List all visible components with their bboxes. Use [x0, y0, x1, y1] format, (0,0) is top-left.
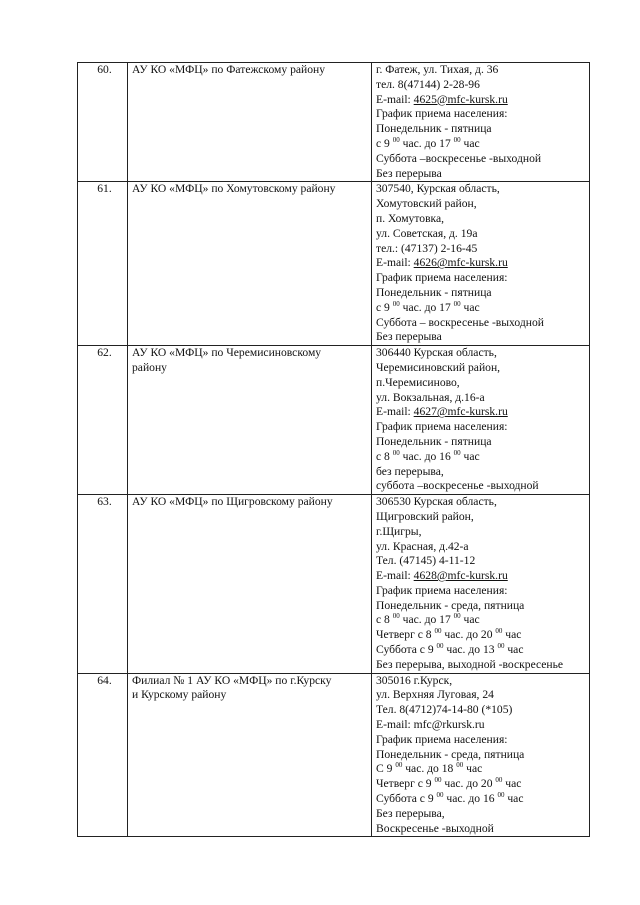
hours-text: с 8 [376, 449, 393, 463]
schedule-days: Понедельник - среда, пятница [376, 747, 525, 761]
hours-text: час [463, 762, 483, 776]
row-number: 64. [78, 673, 128, 837]
hours-text: Суббота с 9 [376, 643, 437, 657]
phone-line: Тел. (47145) 4-11-12 [376, 554, 476, 568]
office-name [128, 673, 372, 837]
office-name-line: АУ КО «МФЦ» по Черемисиновскому [132, 346, 322, 360]
hours-minutes: 00 [495, 777, 503, 785]
schedule-hours [376, 613, 589, 628]
address-line: 306530 Курская область, [376, 495, 497, 509]
office-contacts [372, 495, 590, 674]
hours-minutes: 00 [434, 628, 442, 636]
address-line: ул. Верхняя Луговая, 24 [376, 688, 494, 702]
address-line: 306440 Курская область, [376, 346, 497, 360]
schedule-thursday [376, 628, 589, 643]
schedule-note: суббота –воскресенье -выходной [376, 479, 539, 493]
schedule-title: График приема населения: [376, 420, 508, 434]
office-name-line: Филиал № 1 АУ КО «МФЦ» по г.Курску [132, 673, 332, 687]
office-name: АУ КО «МФЦ» по Фатежскому району [128, 63, 372, 182]
schedule-days: Понедельник - пятница [376, 122, 492, 136]
hours-text: час. до 17 [399, 136, 454, 150]
email-line: E-mail: mfc@rkursk.ru [376, 718, 485, 732]
table-row [78, 63, 590, 182]
hours-minutes: 00 [392, 136, 400, 144]
phone-line: тел. 8(47144) 2-28-96 [376, 77, 480, 91]
schedule-saturday [376, 792, 589, 807]
email-link[interactable]: 4628@mfc-kursk.ru [413, 569, 508, 583]
row-number: 63. [78, 495, 128, 674]
address-line: г.Щигры, [376, 524, 422, 538]
row-number: 62. [78, 346, 128, 495]
schedule-title: График приема населения: [376, 583, 508, 597]
table-row [78, 495, 590, 674]
hours-text: час. до 17 [399, 613, 454, 627]
office-name-line: и Курскому району [132, 688, 227, 702]
schedule-note: Воскресенье -выходной [376, 821, 494, 835]
email-link[interactable]: 4627@mfc-kursk.ru [413, 405, 508, 419]
hours-text: час [504, 792, 524, 806]
address-line: г. Фатеж, ул. Тихая, д. 36 [376, 63, 499, 76]
office-name: АУ КО «МФЦ» по Хомутовскому району [128, 182, 372, 346]
address-line: ул. Красная, д.42-а [376, 539, 469, 553]
table-row [78, 673, 590, 837]
address-line: 305016 г.Курск, [376, 673, 453, 687]
schedule-days: Понедельник - среда, пятница [376, 598, 525, 612]
email-label: E-mail: [376, 92, 414, 106]
hours-text: Четверг с 8 [376, 628, 435, 642]
schedule-thursday [376, 777, 589, 792]
office-contacts [372, 673, 590, 837]
hours-text: Суббота с 9 [376, 792, 437, 806]
office-name [128, 346, 372, 495]
hours-minutes: 00 [453, 136, 461, 144]
office-name: АУ КО «МФЦ» по Щигровскому району [128, 495, 372, 674]
table-row [78, 182, 590, 346]
hours-text: час. до 20 [441, 628, 496, 642]
schedule-hours [376, 137, 589, 152]
schedule-note: Суббота – воскресенье -выходной [376, 315, 544, 329]
hours-text: с 9 [376, 136, 393, 150]
hours-text: час [504, 643, 524, 657]
email-label: E-mail: [376, 569, 414, 583]
email-link[interactable]: 4625@mfc-kursk.ru [413, 92, 508, 106]
mfc-offices-table [77, 62, 590, 837]
address-line: 307540, Курская область, [376, 182, 500, 196]
email-label: E-mail: [376, 256, 414, 270]
hours-text: час. до 18 [402, 762, 457, 776]
hours-minutes: 00 [436, 792, 444, 800]
email-link[interactable]: 4626@mfc-kursk.ru [413, 256, 508, 270]
hours-text: час [460, 449, 480, 463]
hours-text: час [502, 628, 522, 642]
schedule-title: График приема населения: [376, 271, 508, 285]
schedule-note: Без перерыва, [376, 806, 445, 820]
hours-minutes: 00 [434, 777, 442, 785]
email-line [376, 256, 589, 271]
hours-text: Четверг с 9 [376, 777, 435, 791]
hours-minutes: 00 [456, 762, 464, 770]
address-line: ул. Вокзальная, д.16-а [376, 390, 485, 404]
schedule-note: без перерыва, [376, 464, 444, 478]
schedule-hours [376, 762, 589, 777]
schedule-days: Понедельник - пятница [376, 285, 492, 299]
address-line: Щигровский район, [376, 509, 474, 523]
hours-text: час. до 16 [443, 792, 498, 806]
hours-text: с 9 [376, 300, 393, 314]
office-contacts [372, 63, 590, 182]
office-name-line: району [132, 360, 167, 374]
table-row [78, 346, 590, 495]
hours-text: час. до 13 [443, 643, 498, 657]
hours-minutes: 00 [453, 449, 461, 457]
hours-minutes: 00 [392, 613, 400, 621]
schedule-title: График приема населения: [376, 732, 508, 746]
schedule-hours [376, 301, 589, 316]
schedule-note: Без перерыва, выходной -воскресенье [376, 657, 564, 671]
schedule-saturday [376, 643, 589, 658]
email-line [376, 93, 589, 108]
hours-text: час [502, 777, 522, 791]
email-label: E-mail: [376, 405, 414, 419]
hours-text: С 9 [376, 762, 396, 776]
hours-minutes: 00 [436, 643, 444, 651]
schedule-note: Без перерыва [376, 166, 442, 180]
address-line: Черемисиновский район, [376, 360, 501, 374]
hours-text: час. до 20 [441, 777, 496, 791]
schedule-note: Без перерыва [376, 330, 442, 344]
address-line: п. Хомутовка, [376, 211, 445, 225]
hours-minutes: 00 [497, 792, 505, 800]
hours-minutes: 00 [395, 762, 403, 770]
hours-minutes: 00 [392, 449, 400, 457]
hours-text: час. до 16 [399, 449, 454, 463]
row-number: 61. [78, 182, 128, 346]
schedule-title: График приема населения: [376, 107, 508, 121]
address-line: Хомутовский район, [376, 197, 477, 211]
schedule-days: Понедельник - пятница [376, 434, 492, 448]
hours-text: час [460, 300, 480, 314]
phone-line: Тел. 8(4712)74-14-80 (*105) [376, 703, 513, 717]
hours-minutes: 00 [453, 300, 461, 308]
schedule-note: Суббота –воскресенье -выходной [376, 151, 542, 165]
schedule-hours [376, 450, 589, 465]
hours-text: с 8 [376, 613, 393, 627]
hours-text: час [460, 136, 480, 150]
hours-minutes: 00 [497, 643, 505, 651]
hours-minutes: 00 [392, 300, 400, 308]
hours-text: час [460, 613, 480, 627]
row-number: 60. [78, 63, 128, 182]
email-line [376, 569, 589, 584]
address-line: п.Черемисиново, [376, 375, 460, 389]
hours-text: час. до 17 [399, 300, 454, 314]
phone-line: тел.: (47137) 2-16-45 [376, 241, 478, 255]
hours-minutes: 00 [453, 613, 461, 621]
office-contacts [372, 182, 590, 346]
address-line: ул. Советская, д. 19а [376, 226, 478, 240]
office-contacts [372, 346, 590, 495]
hours-minutes: 00 [495, 628, 503, 636]
email-line [376, 405, 589, 420]
